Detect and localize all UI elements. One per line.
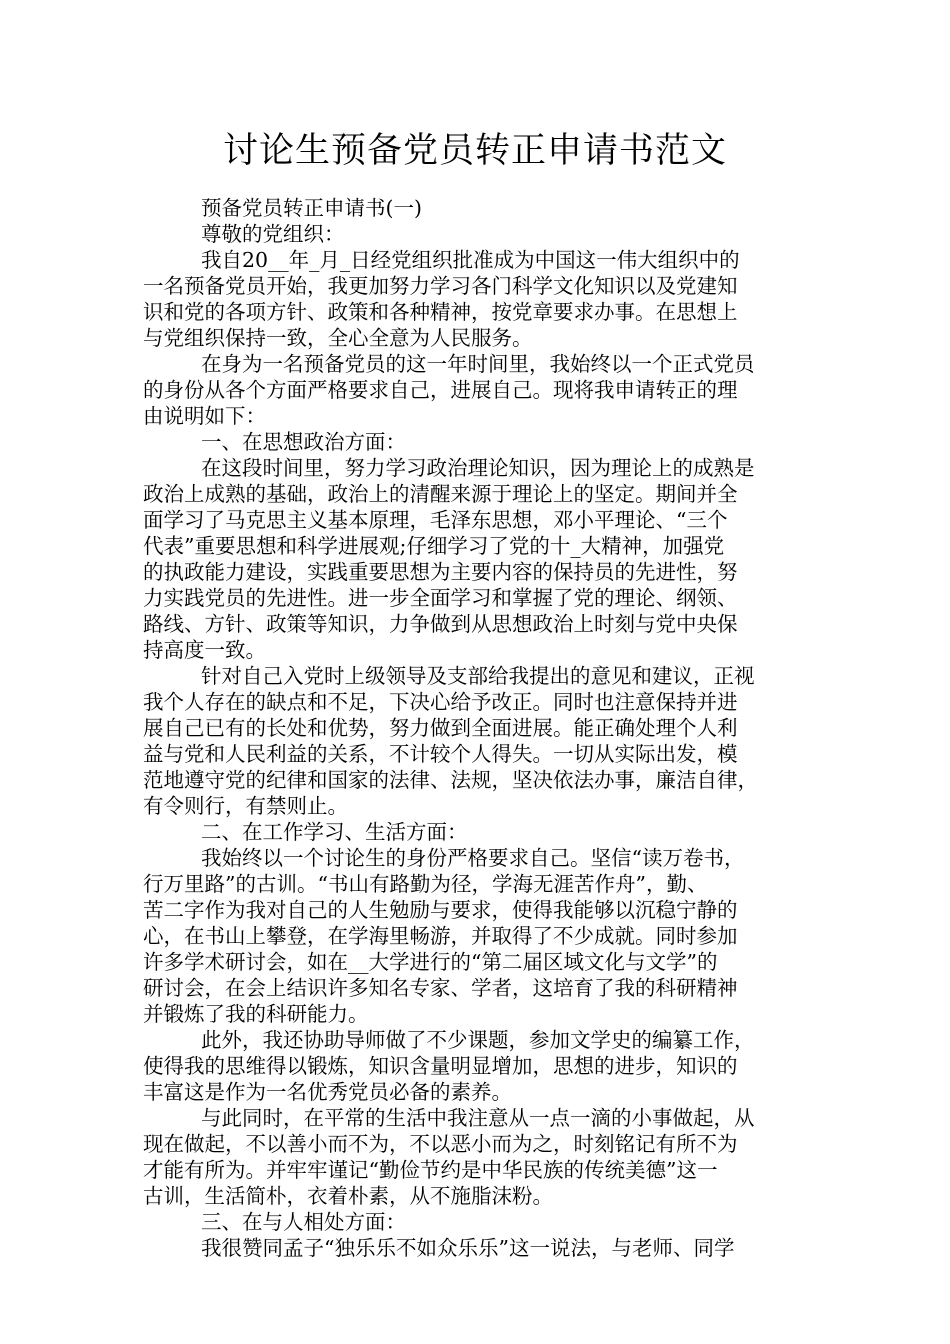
paragraph-line: 并锻炼了我的科研能力。 xyxy=(143,1002,369,1026)
paragraph-first-line: 一、在思想政治方面： xyxy=(201,430,406,454)
paragraph-line: 研讨会，在会上结识许多知名专家、学者，这培育了我的科研精神 xyxy=(143,976,738,1000)
paragraph-first-line: 尊敬的党组织： xyxy=(201,222,345,246)
paragraph-first-line: 我始终以一个讨论生的身份严格要求自己。坚信“读万卷书， xyxy=(201,846,745,870)
paragraph-first-line: 此外，我还协助导师做了不少课题，参加文学史的编纂工作， xyxy=(201,1028,755,1052)
paragraph-line: 我个人存在的缺点和不足，下决心给予改正。同时也注意保持并进 xyxy=(143,690,738,714)
paragraph-first-line: 我很赞同孟子“独乐乐不如众乐乐”这一说法，与老师、同学 xyxy=(201,1236,735,1260)
paragraph-line: 面学习了马克思主义基本原理，毛泽东思想，邓小平理论、“三个 xyxy=(143,508,728,532)
paragraph-line: 持高度一致。 xyxy=(143,638,266,662)
paragraph-first-line: 在身为一名预备党员的这一年时间里，我始终以一个正式党员 xyxy=(201,352,755,376)
paragraph-line: 由说明如下： xyxy=(143,404,266,428)
paragraph-first-line: 预备党员转正申请书(一) xyxy=(201,196,422,220)
paragraph-line: 益与党和人民利益的关系，不计较个人得失。一切从实际出发，模 xyxy=(143,742,738,766)
paragraph-line: 一名预备党员开始，我更加努力学习各门科学文化知识以及党建知 xyxy=(143,274,738,298)
paragraph-line: 的执政能力建设，实践重要思想为主要内容的保持员的先进性，努 xyxy=(143,560,738,584)
paragraph-line: 许多学术研讨会，如在__大学进行的“第二届区域文化与文学”的 xyxy=(143,950,718,974)
paragraph-first-line: 针对自己入党时上级领导及支部给我提出的意见和建议，正视 xyxy=(201,664,755,688)
paragraph-first-line: 二、在工作学习、生活方面： xyxy=(201,820,468,844)
paragraph-line: 代表”重要思想和科学进展观;仔细学习了党的十_大精神，加强党 xyxy=(143,534,725,558)
paragraph-line: 范地遵守党的纪律和国家的法律、法规，坚决依法办事，廉洁自律， xyxy=(143,768,758,792)
paragraph-line: 古训，生活简朴，衣着朴素，从不施脂沫粉。 xyxy=(143,1184,553,1208)
paragraph-line: 有令则行，有禁则止。 xyxy=(143,794,348,818)
paragraph-line: 展自己已有的长处和优势，努力做到全面进展。能正确处理个人利 xyxy=(143,716,738,740)
paragraph-line: 苦二字作为我对自己的人生勉励与要求，使得我能够以沉稳宁静的 xyxy=(143,898,738,922)
document-title: 讨论生预备党员转正申请书范文 xyxy=(222,131,727,171)
paragraph-first-line: 三、在与人相处方面： xyxy=(201,1210,406,1234)
paragraph-line: 使得我的思维得以锻炼，知识含量明显增加，思想的进步，知识的 xyxy=(143,1054,738,1078)
paragraph-line: 行万里路”的古训。“书山有路勤为径，学海无涯苦作舟”，勤、 xyxy=(143,872,708,896)
document-body xyxy=(143,195,807,1261)
paragraph-line: 路线、方针、政策等知识，力争做到从思想政治上时刻与党中央保 xyxy=(143,612,738,636)
paragraph-line: 心，在书山上攀登，在学海里畅游，并取得了不少成就。同时参加 xyxy=(143,924,738,948)
paragraph-first-line: 我自20__年_月_日经党组织批准成为中国这一伟大组织中的 xyxy=(201,248,740,272)
paragraph-line: 与党组织保持一致，全心全意为人民服务。 xyxy=(143,326,533,350)
paragraph-first-line: 在这段时间里，努力学习政治理论知识，因为理论上的成熟是 xyxy=(201,456,755,480)
paragraph-line: 力实践党员的先进性。进一步全面学习和掌握了党的理论、纲领、 xyxy=(143,586,738,610)
paragraph-line: 识和党的各项方针、政策和各种精神，按党章要求办事。在思想上 xyxy=(143,300,738,324)
paragraph-first-line: 与此同时，在平常的生活中我注意从一点一滴的小事做起，从 xyxy=(201,1106,755,1130)
paragraph-line: 的身份从各个方面严格要求自己，进展自己。现将我申请转正的理 xyxy=(143,378,738,402)
paragraph-line: 才能有所为。并牢牢谨记“勤俭节约是中华民族的传统美德”这一 xyxy=(143,1158,718,1182)
paragraph-line: 现在做起，不以善小而不为，不以恶小而为之，时刻铭记有所不为 xyxy=(143,1132,738,1156)
paragraph-line: 丰富这是作为一名优秀党员必备的素养。 xyxy=(143,1080,512,1104)
paragraph-line: 政治上成熟的基础，政治上的清醒来源于理论上的坚定。期间并全 xyxy=(143,482,738,506)
